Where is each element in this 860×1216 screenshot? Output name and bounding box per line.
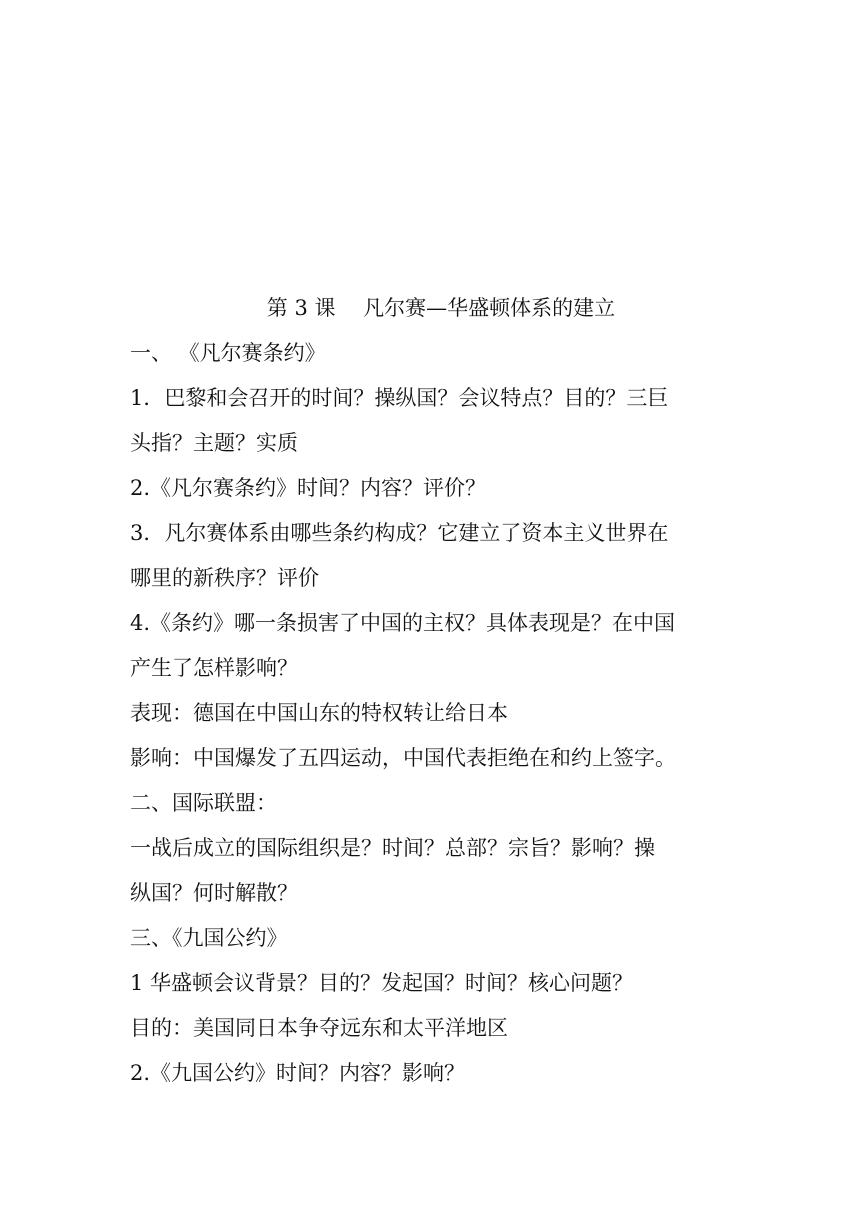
question-versailles-treaty: 2.《凡尔赛条约》时间？内容？评价？ bbox=[130, 476, 487, 500]
answer-impact: 影响：中国爆发了五四运动，中国代表拒绝在和约上签字。 bbox=[130, 746, 676, 770]
question-nine-power-treaty: 2.《九国公约》时间？内容？影响？ bbox=[130, 1061, 466, 1085]
answer-manifestation: 表现：德国在中国山东的特权转让给日本 bbox=[130, 701, 508, 725]
question-china-sovereignty-line-2: 产生了怎样影响？ bbox=[130, 656, 298, 680]
question-paris-conference-line-1: 1．巴黎和会召开的时间？操纵国？会议特点？目的？三巨 bbox=[130, 386, 669, 410]
section-heading-league-of-nations: 二、国际联盟： bbox=[130, 791, 277, 815]
question-league-line-2: 纵国？何时解散？ bbox=[130, 881, 298, 905]
section-heading-nine-power-treaty: 三、《九国公约》 bbox=[130, 926, 288, 950]
section-heading-versailles: 一、 《凡尔赛条约》 bbox=[130, 341, 326, 365]
question-league-line-1: 一战后成立的国际组织是？时间？总部？宗旨？影响？操 bbox=[130, 836, 655, 860]
question-washington-conference: 1 华盛顿会议背景？目的？发起国？时间？核心问题？ bbox=[130, 971, 634, 995]
question-china-sovereignty-line-1: 4.《条约》哪一条损害了中国的主权？具体表现是？在中国 bbox=[130, 611, 676, 635]
lesson-title: 第 3 课 凡尔赛—华盛顿体系的建立 bbox=[266, 296, 616, 320]
document-content bbox=[130, 286, 740, 1096]
answer-washington-purpose: 目的：美国同日本争夺远东和太平洋地区 bbox=[130, 1016, 508, 1040]
question-paris-conference-line-2: 头指？主题？实质 bbox=[130, 431, 298, 455]
question-versailles-system-line-2: 哪里的新秩序？评价 bbox=[130, 566, 319, 590]
question-versailles-system-line-1: 3．凡尔赛体系由哪些条约构成？它建立了资本主义世界在 bbox=[130, 521, 669, 545]
